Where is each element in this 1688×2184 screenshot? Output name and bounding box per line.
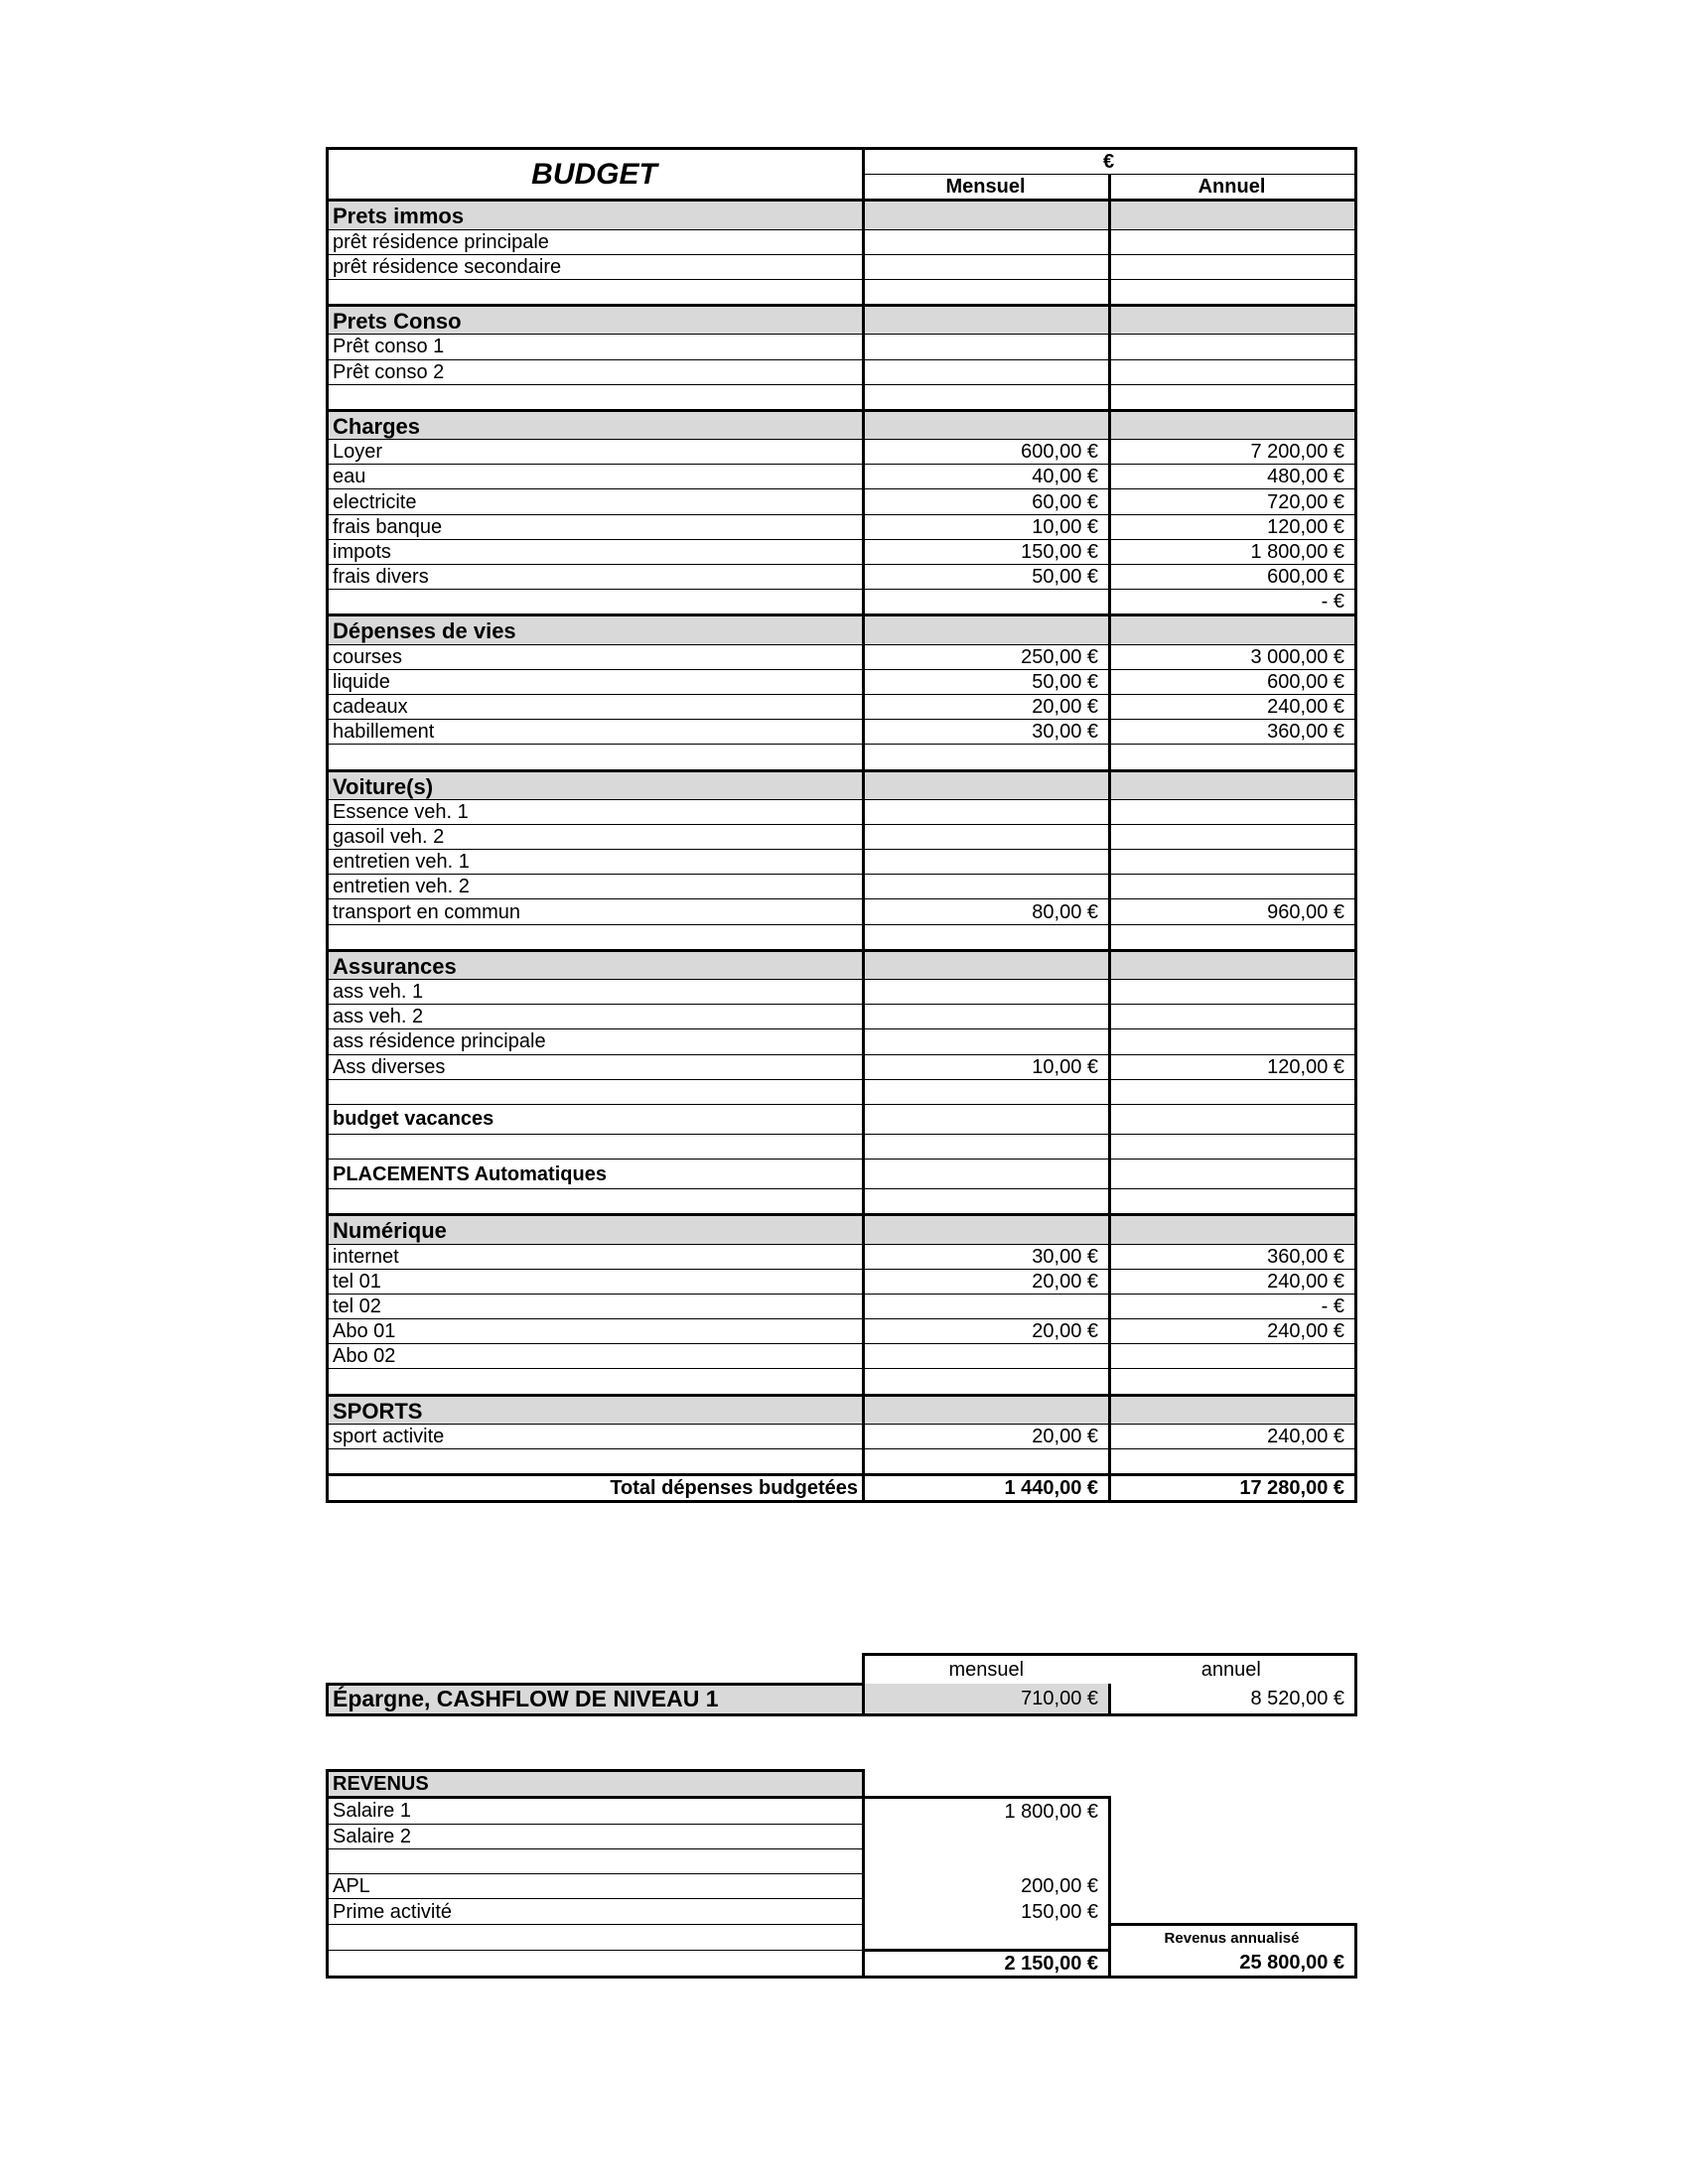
monthly-value: 10,00 € [864,1054,1110,1079]
row-label: courses [328,644,864,669]
annual-value [1110,980,1356,1005]
annual-value [1110,1449,1356,1475]
row-label: PLACEMENTS Automatiques [328,1160,864,1189]
currency-header: € [864,149,1356,175]
row-label: sport activite [328,1424,864,1448]
epargne-table [326,1653,1357,1716]
revenus-value: 1 800,00 € [864,1798,1110,1824]
budget-row [328,720,1356,745]
monthly-value [864,799,1110,824]
annual-value [1110,254,1356,279]
row-label: ass veh. 2 [328,1005,864,1029]
revenus-row [328,1798,1356,1824]
row-label: transport en commun [328,899,864,924]
row-label [328,590,864,615]
epargne-col-annual: annuel [1110,1655,1356,1685]
annual-value: - € [1110,1294,1356,1318]
revenus-label [328,1925,864,1951]
monthly-value [864,824,1110,849]
monthly-value [864,590,1110,615]
annual-value: 1 800,00 € [1110,539,1356,564]
revenus-row [328,1874,1356,1899]
budget-row [328,850,1356,875]
row-label: prêt résidence secondaire [328,254,864,279]
row-label: impots [328,539,864,564]
blank-row [328,745,1356,770]
blank-row [328,1369,1356,1395]
row-label: budget vacances [328,1104,864,1134]
budget-row [328,644,1356,669]
budget-row [328,514,1356,539]
row-label: ass veh. 1 [328,980,864,1005]
col-monthly-header: Mensuel [864,175,1110,201]
budget-row [328,335,1356,359]
annual-value [1110,410,1356,439]
revenus-row [328,1925,1356,1951]
epargne-label: Épargne, CASHFLOW DE NIVEAU 1 [328,1684,864,1714]
monthly-value [864,254,1110,279]
annual-value [1110,1369,1356,1395]
blank-row [328,924,1356,950]
monthly-value [864,1294,1110,1318]
monthly-value: 50,00 € [864,565,1110,590]
col-annual-header: Annuel [1110,175,1356,201]
budget-row [328,1294,1356,1318]
budget-row [328,1344,1356,1369]
blank-row [328,1189,1356,1215]
section-row [328,615,1356,644]
annual-value: 600,00 € [1110,669,1356,694]
section-row [328,1395,1356,1424]
row-label: eau [328,465,864,489]
monthly-value [864,410,1110,439]
monthly-value [864,924,1110,950]
blank-row [328,1079,1356,1104]
monthly-value [864,201,1110,229]
budget-row [328,465,1356,489]
revenus-total: 2 150,00 € [864,1951,1110,1978]
row-label: tel 01 [328,1269,864,1294]
annual-value [1110,1005,1356,1029]
revenus-label: Prime activité [328,1899,864,1925]
total-label: Total dépenses budgetées [328,1475,864,1502]
revenus-label: Salaire 2 [328,1824,864,1848]
monthly-value [864,229,1110,254]
row-label [328,745,864,770]
revenus-annual-value: 25 800,00 € [1110,1951,1356,1978]
row-label: Abo 01 [328,1319,864,1344]
row-label: Prêt conso 1 [328,335,864,359]
monthly-value: 30,00 € [864,1244,1110,1269]
monthly-value [864,1134,1110,1159]
revenus-value [864,1925,1110,1951]
row-label [328,1189,864,1215]
blank-row [328,1134,1356,1159]
budget-row [328,899,1356,924]
monthly-value [864,279,1110,305]
monthly-value [864,1369,1110,1395]
row-label: Prets Conso [328,306,864,335]
epargne-col-monthly: mensuel [864,1655,1110,1685]
budget-row [328,1029,1356,1054]
row-label: prêt résidence principale [328,229,864,254]
monthly-value: 10,00 € [864,514,1110,539]
monthly-value: 20,00 € [864,1269,1110,1294]
monthly-value [864,1344,1110,1369]
budget-row [328,1424,1356,1448]
revenus-row [328,1899,1356,1925]
monthly-value [864,335,1110,359]
revenus-table [326,1769,1357,1979]
annual-value [1110,359,1356,384]
row-label: internet [328,1244,864,1269]
monthly-value: 20,00 € [864,694,1110,719]
annual-value: 7 200,00 € [1110,440,1356,465]
annual-value [1110,1395,1356,1424]
annual-value [1110,335,1356,359]
budget-row [328,489,1356,514]
budget-row [328,669,1356,694]
annual-value: - € [1110,590,1356,615]
budget-title: BUDGET [328,149,864,201]
annual-value [1110,1079,1356,1104]
budget-row [328,1269,1356,1294]
budget-row [328,875,1356,899]
section-row [328,201,1356,229]
annual-value [1110,770,1356,799]
row-label: tel 02 [328,1294,864,1318]
annual-value: 240,00 € [1110,694,1356,719]
budget-row [328,590,1356,615]
row-label: Assurances [328,950,864,979]
monthly-value: 150,00 € [864,539,1110,564]
blank-row [328,384,1356,410]
row-label: entretien veh. 2 [328,875,864,899]
annual-value [1110,229,1356,254]
budget-row [328,1104,1356,1134]
annual-value: 120,00 € [1110,1054,1356,1079]
monthly-value [864,980,1110,1005]
annual-value [1110,1160,1356,1189]
monthly-value [864,359,1110,384]
revenus-title: REVENUS [328,1771,864,1798]
monthly-value [864,875,1110,899]
section-row [328,770,1356,799]
budget-row [328,229,1356,254]
row-label [328,384,864,410]
annual-value: 720,00 € [1110,489,1356,514]
monthly-value [864,745,1110,770]
annual-value: 960,00 € [1110,899,1356,924]
row-label [328,1449,864,1475]
row-label [328,924,864,950]
monthly-value: 20,00 € [864,1319,1110,1344]
blank-row [328,279,1356,305]
epargne-monthly-value: 710,00 € [864,1684,1110,1714]
row-label: Charges [328,410,864,439]
annual-value [1110,306,1356,335]
row-label: gasoil veh. 2 [328,824,864,849]
budget-row [328,359,1356,384]
revenus-row [328,1848,1356,1873]
row-label: frais banque [328,514,864,539]
total-monthly: 1 440,00 € [864,1475,1110,1502]
monthly-value [864,770,1110,799]
annual-value [1110,875,1356,899]
monthly-value: 20,00 € [864,1424,1110,1448]
monthly-value [864,1029,1110,1054]
revenus-label [328,1848,864,1873]
total-annual: 17 280,00 € [1110,1475,1356,1502]
annual-value: 240,00 € [1110,1424,1356,1448]
revenus-annual-label: Revenus annualisé [1110,1925,1356,1951]
monthly-value [864,1189,1110,1215]
row-label [328,1134,864,1159]
section-row [328,950,1356,979]
annual-value: 240,00 € [1110,1319,1356,1344]
row-label: habillement [328,720,864,745]
budget-row [328,254,1356,279]
annual-value [1110,924,1356,950]
annual-value [1110,201,1356,229]
monthly-value: 250,00 € [864,644,1110,669]
budget-row [328,1244,1356,1269]
row-label: Prêt conso 2 [328,359,864,384]
budget-table [326,147,1357,1503]
budget-row [328,824,1356,849]
annual-value: 120,00 € [1110,514,1356,539]
annual-value [1110,384,1356,410]
row-label [328,1369,864,1395]
epargne-annual-value: 8 520,00 € [1110,1684,1356,1714]
revenus-value [864,1848,1110,1873]
row-label [328,279,864,305]
monthly-value [864,1160,1110,1189]
total-row [328,1475,1356,1502]
revenus-row [328,1824,1356,1848]
budget-row [328,694,1356,719]
annual-value [1110,799,1356,824]
row-label: Loyer [328,440,864,465]
section-row [328,306,1356,335]
annual-value [1110,1189,1356,1215]
budget-row [328,565,1356,590]
monthly-value [864,1005,1110,1029]
monthly-value [864,950,1110,979]
budget-row [328,1319,1356,1344]
row-label: entretien veh. 1 [328,850,864,875]
annual-value: 3 000,00 € [1110,644,1356,669]
annual-value [1110,850,1356,875]
annual-value [1110,1134,1356,1159]
monthly-value [864,1104,1110,1134]
section-row [328,1215,1356,1244]
annual-value: 360,00 € [1110,720,1356,745]
monthly-value [864,850,1110,875]
budget-row [328,440,1356,465]
monthly-value: 50,00 € [864,669,1110,694]
row-label: Ass diverses [328,1054,864,1079]
revenus-value: 150,00 € [864,1899,1110,1925]
row-label: Prets immos [328,201,864,229]
row-label [328,1079,864,1104]
monthly-value: 40,00 € [864,465,1110,489]
annual-value: 600,00 € [1110,565,1356,590]
row-label: Voiture(s) [328,770,864,799]
monthly-value: 60,00 € [864,489,1110,514]
monthly-value: 600,00 € [864,440,1110,465]
row-label: Dépenses de vies [328,615,864,644]
budget-row [328,980,1356,1005]
budget-row [328,1054,1356,1079]
annual-value [1110,1215,1356,1244]
annual-value [1110,1029,1356,1054]
annual-value [1110,1344,1356,1369]
budget-row [328,799,1356,824]
monthly-value: 80,00 € [864,899,1110,924]
monthly-value [864,1079,1110,1104]
row-label: Abo 02 [328,1344,864,1369]
budget-row [328,539,1356,564]
revenus-label: Salaire 1 [328,1798,864,1824]
annual-value [1110,950,1356,979]
monthly-value [864,306,1110,335]
row-label: electricite [328,489,864,514]
annual-value [1110,1104,1356,1134]
annual-value [1110,745,1356,770]
row-label: ass résidence principale [328,1029,864,1054]
annual-value [1110,615,1356,644]
revenus-label: APL [328,1874,864,1899]
budget-row [328,1160,1356,1189]
annual-value: 480,00 € [1110,465,1356,489]
blank-row [328,1449,1356,1475]
revenus-total-row [328,1951,1356,1978]
row-label: Essence veh. 1 [328,799,864,824]
monthly-value [864,384,1110,410]
monthly-value [864,1215,1110,1244]
monthly-value [864,1449,1110,1475]
row-label: liquide [328,669,864,694]
row-label: frais divers [328,565,864,590]
annual-value [1110,824,1356,849]
row-label: SPORTS [328,1395,864,1424]
monthly-value [864,615,1110,644]
budget-row [328,1005,1356,1029]
revenus-value [864,1824,1110,1848]
annual-value [1110,279,1356,305]
revenus-value: 200,00 € [864,1874,1110,1899]
annual-value: 360,00 € [1110,1244,1356,1269]
monthly-value: 30,00 € [864,720,1110,745]
annual-value: 240,00 € [1110,1269,1356,1294]
row-label: cadeaux [328,694,864,719]
section-row [328,410,1356,439]
monthly-value [864,1395,1110,1424]
row-label: Numérique [328,1215,864,1244]
